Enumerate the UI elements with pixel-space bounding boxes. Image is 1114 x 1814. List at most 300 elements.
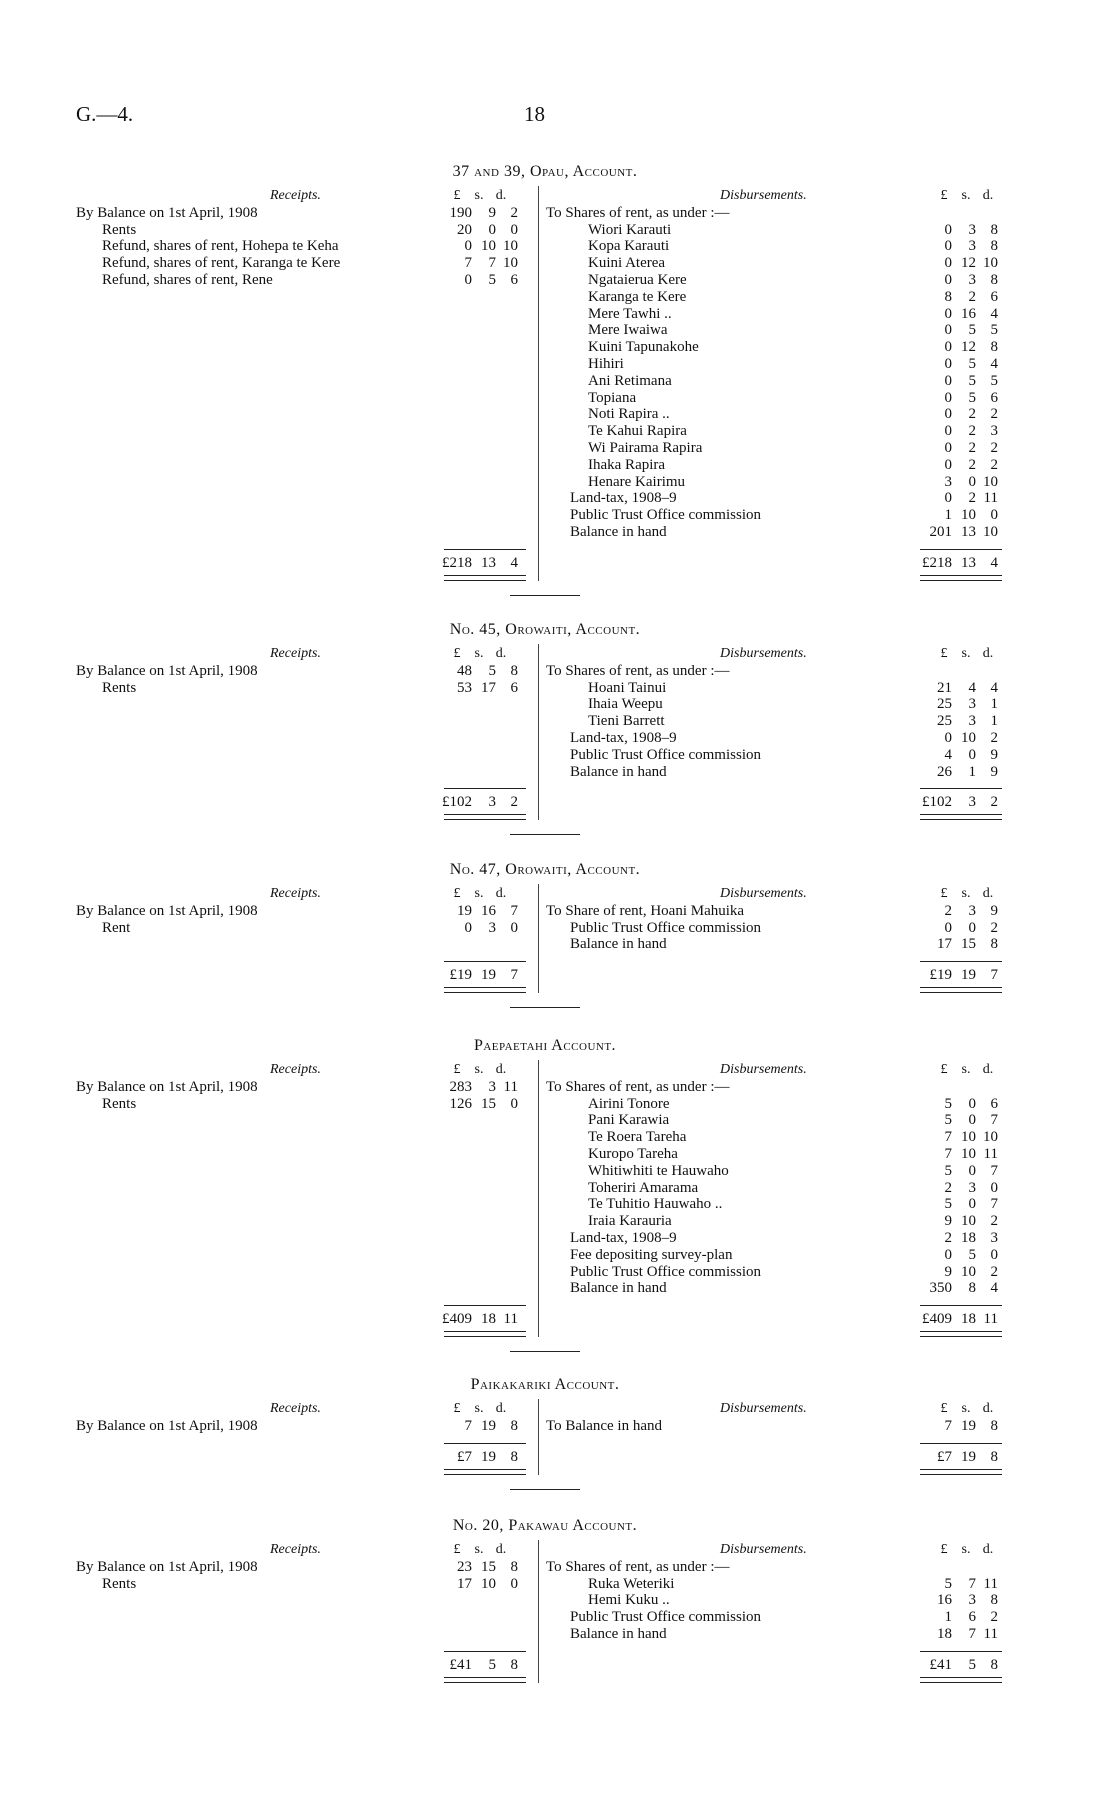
disbursements-total-rule bbox=[920, 788, 1002, 789]
disbursement-amount bbox=[918, 1592, 998, 1609]
shillings-header: s. bbox=[474, 646, 484, 661]
shillings-value: 19 bbox=[481, 1417, 496, 1434]
shillings-value: 17 bbox=[481, 679, 496, 696]
shillings-value: 5 bbox=[968, 389, 976, 406]
shillings-value: 3 bbox=[968, 902, 976, 919]
disbursement-amount bbox=[918, 1213, 998, 1230]
lsd-column-header bbox=[446, 1542, 512, 1559]
pounds-value: £19 bbox=[929, 967, 952, 984]
receipt-amount bbox=[438, 903, 518, 920]
pounds-value: £41 bbox=[929, 1656, 952, 1673]
disbursements-heading: Disbursements. bbox=[720, 188, 807, 203]
pounds-value: 4 bbox=[944, 746, 952, 763]
disbursement-label: Land-tax, 1908–9 bbox=[570, 490, 677, 507]
shillings-value: 3 bbox=[968, 713, 976, 730]
shillings-header: s. bbox=[474, 1401, 484, 1416]
shillings-value: 3 bbox=[488, 794, 496, 811]
pounds-value: 0 bbox=[944, 238, 952, 255]
disbursement-amount bbox=[918, 764, 998, 781]
shillings-value: 13 bbox=[961, 554, 976, 571]
disbursement-label: Noti Rapira .. bbox=[588, 406, 670, 423]
disbursement-amount bbox=[918, 1180, 998, 1197]
lsd-column-header bbox=[446, 886, 512, 903]
pounds-value: £218 bbox=[922, 554, 952, 571]
receipt-label: By Balance on 1st April, 1908 bbox=[76, 204, 258, 221]
shillings-value: 0 bbox=[968, 1112, 976, 1129]
shillings-value: 5 bbox=[968, 1246, 976, 1263]
pounds-value: 0 bbox=[944, 456, 952, 473]
disbursement-amount bbox=[918, 255, 998, 272]
pounds-value: 25 bbox=[937, 713, 952, 730]
pence-value: 7 bbox=[990, 967, 998, 984]
pence-header: d. bbox=[495, 886, 507, 901]
pounds-value: £7 bbox=[937, 1448, 952, 1465]
pence-header: d. bbox=[982, 1062, 994, 1077]
disbursement-label: To Shares of rent, as under :— bbox=[546, 662, 730, 679]
disbursements-total-rule bbox=[920, 549, 1002, 550]
shillings-value: 7 bbox=[968, 1626, 976, 1642]
pounds-value: 5 bbox=[944, 1196, 952, 1213]
pence-value: 4 bbox=[990, 1280, 998, 1297]
shillings-value: 0 bbox=[968, 1162, 976, 1179]
pence-value: 8 bbox=[510, 1558, 518, 1575]
shillings-value: 16 bbox=[961, 305, 976, 322]
disbursement-amount bbox=[918, 920, 998, 937]
shillings-value: 5 bbox=[488, 662, 496, 679]
pence-value: 4 bbox=[990, 305, 998, 322]
disbursement-amount bbox=[918, 524, 998, 541]
column-divider bbox=[538, 186, 539, 581]
disbursement-amount bbox=[918, 1163, 998, 1180]
pounds-value: 0 bbox=[944, 730, 952, 746]
pence-header: d. bbox=[495, 188, 507, 203]
pence-value: 11 bbox=[503, 1311, 518, 1328]
shillings-value: 8 bbox=[968, 1280, 976, 1297]
pence-value: 11 bbox=[983, 1626, 998, 1642]
receipt-label: Rent bbox=[102, 919, 131, 936]
disbursements-total-rule bbox=[920, 1651, 1002, 1652]
account-separator bbox=[510, 1489, 580, 1490]
shillings-value: 10 bbox=[481, 238, 496, 255]
disbursement-label: Wi Pairama Rapira bbox=[588, 440, 703, 456]
pence-value: 2 bbox=[990, 456, 998, 473]
disbursements-total bbox=[918, 967, 998, 984]
disbursement-amount bbox=[918, 1418, 998, 1435]
shillings-header: s. bbox=[474, 188, 484, 203]
shillings-header: s. bbox=[961, 1542, 971, 1557]
pence-value: 11 bbox=[983, 1146, 998, 1162]
pounds-value: £218 bbox=[442, 554, 472, 571]
disbursement-label: Tieni Barrett bbox=[588, 713, 665, 730]
pence-value: 2 bbox=[510, 794, 518, 811]
receipts-total-double-rule bbox=[444, 1677, 526, 1683]
pence-value: 6 bbox=[990, 389, 998, 406]
receipt-amount bbox=[438, 920, 518, 937]
receipts-heading: Receipts. bbox=[270, 1401, 321, 1416]
shillings-value: 12 bbox=[961, 255, 976, 272]
pounds-value: £102 bbox=[922, 794, 952, 811]
pence-value: 11 bbox=[503, 1078, 518, 1095]
disbursement-amount bbox=[918, 507, 998, 524]
disbursements-total-double-rule bbox=[920, 987, 1002, 993]
disbursement-label: Balance in hand bbox=[570, 524, 667, 540]
account-separator bbox=[510, 595, 580, 596]
receipt-label: Refund, shares of rent, Karanga te Kere bbox=[102, 255, 341, 272]
pence-value: 8 bbox=[990, 1656, 998, 1673]
pounds-value: 17 bbox=[937, 936, 952, 953]
receipts-total-rule bbox=[444, 1443, 526, 1444]
pence-value: 10 bbox=[983, 524, 998, 540]
pence-value: 10 bbox=[983, 255, 998, 272]
shillings-header: s. bbox=[474, 1062, 484, 1077]
page-reference: G.—4. bbox=[76, 102, 134, 126]
disbursement-label: Balance in hand bbox=[570, 1280, 667, 1297]
receipts-total-rule bbox=[444, 549, 526, 550]
shillings-value: 15 bbox=[481, 1558, 496, 1575]
disbursements-total-double-rule bbox=[920, 1469, 1002, 1475]
shillings-value: 6 bbox=[968, 1609, 976, 1626]
pence-value: 2 bbox=[990, 1609, 998, 1626]
disbursement-label: Mere Iwaiwa bbox=[588, 322, 668, 339]
receipts-total-rule bbox=[444, 1305, 526, 1306]
shillings-value: 0 bbox=[968, 746, 976, 763]
disbursement-amount bbox=[918, 1247, 998, 1264]
pounds-value: 0 bbox=[944, 322, 952, 339]
disbursement-label: To Shares of rent, as under :— bbox=[546, 1558, 730, 1575]
disbursement-label: Toheriri Amarama bbox=[588, 1179, 699, 1196]
pounds-value: 48 bbox=[457, 662, 472, 679]
pounds-value: 0 bbox=[944, 221, 952, 238]
account-title: Paikakariki Account. bbox=[470, 1376, 620, 1393]
disbursement-amount bbox=[918, 1280, 998, 1297]
disbursement-amount bbox=[918, 373, 998, 390]
shillings-value: 10 bbox=[961, 1146, 976, 1162]
pounds-value: 7 bbox=[944, 1129, 952, 1146]
pounds-value: £7 bbox=[457, 1448, 472, 1465]
receipts-total-double-rule bbox=[444, 575, 526, 581]
pence-value: 10 bbox=[983, 1129, 998, 1146]
disbursement-label: Ngataierua Kere bbox=[588, 272, 687, 288]
pence-value: 6 bbox=[990, 288, 998, 305]
disbursement-amount bbox=[918, 713, 998, 730]
lsd-column-header bbox=[933, 886, 999, 903]
shillings-value: 2 bbox=[968, 423, 976, 440]
lsd-column-header bbox=[446, 1401, 512, 1418]
receipt-amount bbox=[438, 680, 518, 697]
receipt-amount bbox=[438, 1079, 518, 1096]
pounds-value: 53 bbox=[457, 679, 472, 696]
pounds-value: 7 bbox=[944, 1146, 952, 1162]
shillings-value: 2 bbox=[968, 490, 976, 507]
disbursement-label: Ruka Weteriki bbox=[588, 1575, 675, 1592]
disbursements-heading: Disbursements. bbox=[720, 1401, 807, 1416]
shillings-value: 3 bbox=[968, 238, 976, 255]
pence-value: 0 bbox=[510, 1575, 518, 1592]
pence-value: 8 bbox=[510, 662, 518, 679]
pounds-header: £ bbox=[453, 1542, 461, 1557]
pence-value: 7 bbox=[990, 1162, 998, 1179]
pounds-value: 0 bbox=[464, 919, 472, 936]
pounds-value: 5 bbox=[944, 1112, 952, 1129]
disbursement-amount bbox=[918, 1196, 998, 1213]
pence-value: 8 bbox=[990, 1592, 998, 1609]
receipts-total bbox=[438, 1449, 518, 1466]
disbursement-amount bbox=[918, 680, 998, 697]
disbursement-label: To Shares of rent, as under :— bbox=[546, 204, 730, 221]
shillings-value: 12 bbox=[961, 339, 976, 356]
shillings-value: 0 bbox=[488, 221, 496, 238]
pounds-value: 7 bbox=[944, 1417, 952, 1434]
pence-value: 2 bbox=[990, 1213, 998, 1230]
disbursement-amount bbox=[918, 936, 998, 953]
pence-value: 0 bbox=[510, 1095, 518, 1112]
pounds-value: 0 bbox=[944, 919, 952, 936]
disbursement-label: Whitiwhiti te Hauwaho bbox=[588, 1162, 729, 1179]
pence-value: 5 bbox=[990, 322, 998, 339]
disbursements-total bbox=[918, 1311, 998, 1328]
pence-value: 8 bbox=[990, 339, 998, 356]
lsd-column-header bbox=[446, 188, 512, 205]
disbursement-label: Pani Karawia bbox=[588, 1112, 670, 1129]
disbursement-label: Balance in hand bbox=[570, 936, 667, 953]
pounds-value: 2 bbox=[944, 902, 952, 919]
pounds-header: £ bbox=[940, 886, 948, 901]
receipts-total-rule bbox=[444, 961, 526, 962]
disbursement-label: To Shares of rent, as under :— bbox=[546, 1078, 730, 1095]
shillings-value: 3 bbox=[968, 696, 976, 713]
receipts-total bbox=[438, 1657, 518, 1674]
receipts-heading: Receipts. bbox=[270, 1542, 321, 1557]
disbursement-label: Henare Kairimu bbox=[588, 473, 686, 490]
disbursements-heading: Disbursements. bbox=[720, 1062, 807, 1077]
receipts-total-double-rule bbox=[444, 1331, 526, 1337]
pounds-header: £ bbox=[453, 1401, 461, 1416]
pounds-value: £409 bbox=[922, 1311, 952, 1328]
pence-value: 0 bbox=[510, 221, 518, 238]
account-separator bbox=[510, 1351, 580, 1352]
lsd-column-header bbox=[446, 646, 512, 663]
shillings-value: 18 bbox=[961, 1230, 976, 1246]
disbursement-amount bbox=[918, 474, 998, 491]
pence-value: 7 bbox=[510, 967, 518, 984]
pounds-value: 19 bbox=[457, 902, 472, 919]
pence-value: 0 bbox=[990, 507, 998, 524]
disbursements-total-double-rule bbox=[920, 1331, 1002, 1337]
pence-value: 9 bbox=[990, 902, 998, 919]
shillings-header: s. bbox=[961, 188, 971, 203]
shillings-value: 1 bbox=[968, 763, 976, 780]
disbursement-amount bbox=[918, 696, 998, 713]
disbursement-label: Balance in hand bbox=[570, 1626, 667, 1642]
disbursement-amount bbox=[918, 356, 998, 373]
shillings-value: 18 bbox=[961, 1311, 976, 1328]
shillings-value: 3 bbox=[968, 221, 976, 238]
shillings-value: 2 bbox=[968, 456, 976, 473]
receipt-amount bbox=[438, 255, 518, 272]
disbursement-label: Public Trust Office commission bbox=[570, 746, 761, 763]
disbursements-total-double-rule bbox=[920, 814, 1002, 820]
pounds-value: £19 bbox=[449, 967, 472, 984]
shillings-value: 15 bbox=[961, 936, 976, 953]
receipt-label: Refund, shares of rent, Hohepa te Keha bbox=[102, 238, 339, 255]
pounds-value: 0 bbox=[944, 305, 952, 322]
receipts-total-rule bbox=[444, 1651, 526, 1652]
receipt-amount bbox=[438, 1418, 518, 1435]
pounds-value: 0 bbox=[944, 490, 952, 507]
pounds-value: 5 bbox=[944, 1095, 952, 1112]
pounds-value: 5 bbox=[944, 1575, 952, 1592]
shillings-value: 13 bbox=[481, 554, 496, 571]
disbursements-heading: Disbursements. bbox=[720, 886, 807, 901]
pence-value: 6 bbox=[510, 272, 518, 288]
shillings-value: 2 bbox=[968, 288, 976, 305]
disbursement-label: Public Trust Office commission bbox=[570, 919, 761, 936]
shillings-value: 2 bbox=[968, 406, 976, 423]
pounds-value: 9 bbox=[944, 1263, 952, 1280]
disbursement-label: Hihiri bbox=[588, 356, 624, 372]
disbursement-amount bbox=[918, 390, 998, 407]
shillings-value: 15 bbox=[481, 1095, 496, 1112]
receipt-label: By Balance on 1st April, 1908 bbox=[76, 902, 258, 919]
pence-value: 8 bbox=[510, 1417, 518, 1434]
shillings-value: 0 bbox=[968, 1196, 976, 1213]
lsd-column-header bbox=[933, 1062, 999, 1079]
disbursement-amount bbox=[918, 440, 998, 457]
shillings-value: 0 bbox=[968, 919, 976, 936]
pounds-value: 7 bbox=[464, 255, 472, 272]
pence-value: 11 bbox=[983, 490, 998, 507]
pounds-value: 0 bbox=[464, 238, 472, 255]
shillings-value: 5 bbox=[968, 1656, 976, 1673]
column-divider bbox=[538, 1060, 539, 1337]
shillings-header: s. bbox=[961, 646, 971, 661]
disbursement-amount bbox=[918, 1129, 998, 1146]
disbursement-amount bbox=[918, 238, 998, 255]
receipts-total-double-rule bbox=[444, 1469, 526, 1475]
pounds-value: 0 bbox=[944, 389, 952, 406]
shillings-value: 7 bbox=[968, 1575, 976, 1592]
page-number: 18 bbox=[524, 102, 545, 126]
pence-header: d. bbox=[495, 1401, 507, 1416]
pence-value: 5 bbox=[990, 372, 998, 389]
pence-value: 2 bbox=[990, 406, 998, 423]
disbursement-amount bbox=[918, 457, 998, 474]
receipt-amount bbox=[438, 272, 518, 289]
disbursement-amount bbox=[918, 222, 998, 239]
pence-value: 8 bbox=[990, 272, 998, 288]
disbursement-amount bbox=[918, 1230, 998, 1247]
pence-value: 6 bbox=[510, 679, 518, 696]
account-title: No. 47, Orowaiti, Account. bbox=[449, 861, 641, 878]
receipt-label: By Balance on 1st April, 1908 bbox=[76, 1558, 258, 1575]
shillings-header: s. bbox=[474, 1542, 484, 1557]
disbursements-total bbox=[918, 1449, 998, 1466]
disbursement-label: Karanga te Kere bbox=[588, 288, 687, 305]
receipts-heading: Receipts. bbox=[270, 188, 321, 203]
receipt-label: By Balance on 1st April, 1908 bbox=[76, 662, 258, 679]
pounds-value: 201 bbox=[929, 524, 952, 540]
receipts-heading: Receipts. bbox=[270, 646, 321, 661]
disbursement-amount bbox=[918, 339, 998, 356]
pence-value: 8 bbox=[990, 238, 998, 255]
pence-value: 0 bbox=[990, 1246, 998, 1263]
shillings-value: 3 bbox=[488, 919, 496, 936]
pence-header: d. bbox=[982, 1542, 994, 1557]
disbursement-label: Balance in hand bbox=[570, 763, 667, 780]
shillings-value: 5 bbox=[968, 356, 976, 372]
receipt-amount bbox=[438, 1559, 518, 1576]
disbursement-amount bbox=[918, 322, 998, 339]
pence-value: 7 bbox=[990, 1196, 998, 1213]
disbursement-label: Kopa Karauti bbox=[588, 238, 670, 255]
shillings-value: 9 bbox=[488, 204, 496, 221]
pence-value: 4 bbox=[990, 356, 998, 372]
receipts-total bbox=[438, 967, 518, 984]
disbursements-total bbox=[918, 794, 998, 811]
receipt-amount bbox=[438, 663, 518, 680]
disbursements-total-double-rule bbox=[920, 575, 1002, 581]
receipts-heading: Receipts. bbox=[270, 886, 321, 901]
disbursements-total-rule bbox=[920, 1305, 1002, 1306]
disbursement-label: Hoani Tainui bbox=[588, 679, 667, 696]
receipt-label: By Balance on 1st April, 1908 bbox=[76, 1417, 258, 1434]
disbursement-amount bbox=[918, 490, 998, 507]
pence-value: 0 bbox=[990, 1179, 998, 1196]
pounds-header: £ bbox=[453, 188, 461, 203]
disbursement-label: Ihaia Weepu bbox=[588, 696, 663, 713]
shillings-value: 0 bbox=[968, 473, 976, 490]
pence-value: 10 bbox=[503, 238, 518, 255]
pence-header: d. bbox=[495, 1062, 507, 1077]
disbursement-amount bbox=[918, 903, 998, 920]
pounds-header: £ bbox=[940, 188, 948, 203]
pence-header: d. bbox=[982, 886, 994, 901]
lsd-column-header bbox=[933, 1542, 999, 1559]
pence-value: 2 bbox=[990, 440, 998, 456]
pence-value: 8 bbox=[510, 1448, 518, 1465]
disbursement-label: Mere Tawhi .. bbox=[588, 305, 672, 322]
disbursement-amount bbox=[918, 1096, 998, 1113]
pounds-value: 0 bbox=[944, 272, 952, 288]
receipts-total-double-rule bbox=[444, 987, 526, 993]
pounds-header: £ bbox=[940, 1542, 948, 1557]
pence-value: 4 bbox=[510, 554, 518, 571]
pence-value: 8 bbox=[990, 221, 998, 238]
pence-header: d. bbox=[982, 646, 994, 661]
shillings-value: 3 bbox=[968, 1592, 976, 1609]
shillings-header: s. bbox=[961, 1062, 971, 1077]
pounds-value: £102 bbox=[442, 794, 472, 811]
lsd-column-header bbox=[933, 188, 999, 205]
shillings-value: 19 bbox=[961, 967, 976, 984]
disbursement-amount bbox=[918, 1626, 998, 1643]
shillings-value: 10 bbox=[961, 1129, 976, 1146]
disbursement-label: Hemi Kuku .. bbox=[588, 1592, 670, 1609]
shillings-value: 10 bbox=[481, 1575, 496, 1592]
pounds-value: 0 bbox=[944, 255, 952, 272]
receipt-amount bbox=[438, 222, 518, 239]
disbursement-label: Public Trust Office commission bbox=[570, 1263, 761, 1280]
disbursements-total-rule bbox=[920, 1443, 1002, 1444]
pence-value: 8 bbox=[990, 1417, 998, 1434]
disbursements-heading: Disbursements. bbox=[720, 646, 807, 661]
receipt-label: Rents bbox=[102, 221, 137, 238]
disbursement-amount bbox=[918, 306, 998, 323]
pounds-value: 26 bbox=[937, 763, 952, 780]
account-title: No. 20, Pakawau Account. bbox=[452, 1517, 638, 1534]
receipt-label: Rents bbox=[102, 1095, 137, 1112]
pence-value: 8 bbox=[510, 1656, 518, 1673]
